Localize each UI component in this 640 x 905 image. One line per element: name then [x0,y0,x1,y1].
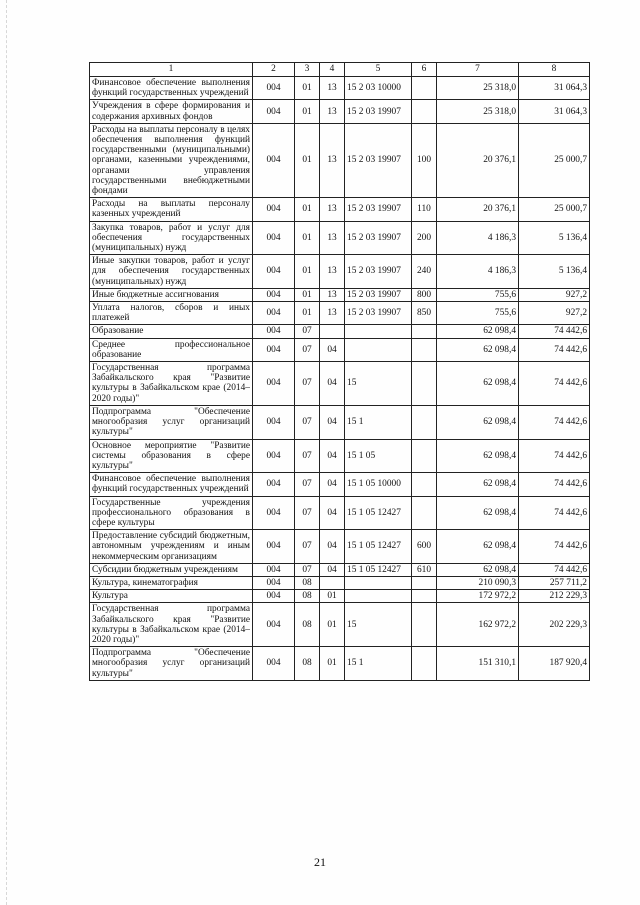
row-code: 004 [253,405,295,439]
header-col-6: 6 [412,63,437,77]
row-code: 004 [253,563,295,576]
row-subsection [320,325,345,338]
row-subsection: 13 [320,123,345,197]
row-section: 07 [295,439,320,473]
row-expense-type [412,590,437,603]
row-name: Предоставление субсидий бюджетным, автономным учреждениям и иным некоммерческим организациям [90,530,253,564]
table-row [90,530,590,564]
row-section: 08 [295,603,320,647]
row-amount-8: 74 442,6 [519,325,590,338]
row-subsection: 13 [320,100,345,123]
table-row [90,100,590,123]
table-row [90,221,590,255]
row-amount-8: 5 136,4 [519,221,590,255]
table-row [90,576,590,589]
row-name: Субсидии бюджетным учреждениям [90,563,253,576]
row-amount-8: 74 442,6 [519,473,590,496]
row-name: Финансовое обеспечение выполнения функций государственных учреждений [90,473,253,496]
row-code: 004 [253,530,295,564]
row-subsection: 13 [320,302,345,325]
row-amount-8: 927,2 [519,302,590,325]
row-expense-type [412,362,437,406]
row-amount-8: 74 442,6 [519,530,590,564]
table-row [90,439,590,473]
row-amount-7: 62 098,4 [437,362,519,406]
row-subsection: 01 [320,590,345,603]
table-header-row [90,63,590,77]
row-name: Расходы на выплаты персоналу казенных учреждений [90,198,253,221]
row-section: 01 [295,100,320,123]
row-amount-7: 151 310,1 [437,647,519,681]
row-amount-7: 25 318,0 [437,100,519,123]
row-amount-7: 62 098,4 [437,473,519,496]
row-target-code: 15 2 03 19907 [345,123,412,197]
row-section: 07 [295,473,320,496]
row-target-code: 15 2 03 10000 [345,77,412,100]
row-amount-7: 210 090,3 [437,576,519,589]
row-name: Культура, кинематография [90,576,253,589]
row-expense-type [412,496,437,530]
row-amount-8: 212 229,3 [519,590,590,603]
row-subsection: 04 [320,473,345,496]
row-subsection: 04 [320,338,345,361]
row-amount-7: 172 972,2 [437,590,519,603]
table-row [90,590,590,603]
row-target-code [345,338,412,361]
row-code: 004 [253,590,295,603]
row-code: 004 [253,302,295,325]
row-target-code: 15 1 05 [345,439,412,473]
header-col-4: 4 [320,63,345,77]
row-section: 01 [295,77,320,100]
row-name: Подпрограмма "Обеспечение многообразия услуг организаций культуры" [90,647,253,681]
row-expense-type: 610 [412,563,437,576]
row-name: Государственные учреждения профессионального образования в сфере культуры [90,496,253,530]
row-name: Среднее профессиональное образование [90,338,253,361]
row-target-code: 15 2 03 19907 [345,255,412,289]
row-subsection: 13 [320,255,345,289]
row-code: 004 [253,123,295,197]
row-amount-8: 31 064,3 [519,100,590,123]
row-subsection: 04 [320,439,345,473]
page-number: 21 [314,855,326,869]
table-row [90,325,590,338]
row-target-code: 15 1 05 12427 [345,530,412,564]
row-code: 004 [253,439,295,473]
row-section: 07 [295,405,320,439]
row-amount-7: 62 098,4 [437,325,519,338]
row-expense-type: 100 [412,123,437,197]
row-subsection: 13 [320,198,345,221]
row-target-code: 15 [345,603,412,647]
row-amount-7: 62 098,4 [437,405,519,439]
row-code: 004 [253,288,295,301]
row-amount-8: 25 000,7 [519,123,590,197]
row-name: Иные бюджетные ассигнования [90,288,253,301]
row-expense-type [412,338,437,361]
row-name: Культура [90,590,253,603]
row-amount-7: 62 098,4 [437,338,519,361]
page-edge-line [6,0,7,905]
row-section: 01 [295,198,320,221]
row-expense-type [412,405,437,439]
table-row [90,362,590,406]
row-subsection: 04 [320,362,345,406]
row-name: Уплата налогов, сборов и иных платежей [90,302,253,325]
row-section: 08 [295,576,320,589]
budget-table [89,62,590,681]
row-expense-type [412,439,437,473]
row-amount-8: 25 000,7 [519,198,590,221]
row-subsection: 13 [320,77,345,100]
row-code: 004 [253,603,295,647]
row-code: 004 [253,473,295,496]
table-row [90,255,590,289]
row-name: Финансовое обеспечение выполнения функций государственных учреждений [90,77,253,100]
row-section: 07 [295,362,320,406]
row-amount-8: 31 064,3 [519,77,590,100]
row-section: 01 [295,123,320,197]
row-target-code: 15 2 03 19907 [345,221,412,255]
row-amount-8: 74 442,6 [519,563,590,576]
row-section: 07 [295,325,320,338]
row-expense-type [412,100,437,123]
row-section: 07 [295,530,320,564]
row-name: Основное мероприятие "Развитие системы образования в сфере культуры" [90,439,253,473]
row-section: 01 [295,302,320,325]
row-amount-8: 187 920,4 [519,647,590,681]
table-body [90,77,590,681]
header-col-3: 3 [295,63,320,77]
row-code: 004 [253,325,295,338]
row-amount-8: 5 136,4 [519,255,590,289]
row-amount-8: 74 442,6 [519,405,590,439]
row-code: 004 [253,221,295,255]
row-target-code: 15 1 [345,405,412,439]
row-code: 004 [253,198,295,221]
row-amount-8: 257 711,2 [519,576,590,589]
table-row [90,473,590,496]
row-target-code: 15 1 [345,647,412,681]
row-name: Государственная программа Забайкальского края "Развитие культуры в Забайкальском крае (2014–2020 годы)" [90,603,253,647]
row-expense-type [412,325,437,338]
header-col-8: 8 [519,63,590,77]
row-code: 004 [253,362,295,406]
row-code: 004 [253,647,295,681]
table-row [90,123,590,197]
row-name: Подпрограмма "Обеспечение многообразия услуг организаций культуры" [90,405,253,439]
row-target-code: 15 1 05 12427 [345,496,412,530]
row-amount-7: 755,6 [437,288,519,301]
table-row [90,496,590,530]
row-amount-7: 755,6 [437,302,519,325]
row-code: 004 [253,100,295,123]
row-name: Расходы на выплаты персоналу в целях обеспечения выполнения функций государственными (муниципальными) органами, казенными учреждениями, органами управления государственными внебюджетными фондами [90,123,253,197]
row-amount-7: 4 186,3 [437,255,519,289]
row-section: 07 [295,563,320,576]
row-expense-type: 800 [412,288,437,301]
row-amount-7: 25 318,0 [437,77,519,100]
row-subsection [320,576,345,589]
row-subsection: 04 [320,530,345,564]
row-amount-8: 74 442,6 [519,338,590,361]
table-row [90,405,590,439]
row-amount-7: 62 098,4 [437,439,519,473]
row-section: 01 [295,255,320,289]
row-amount-8: 927,2 [519,288,590,301]
row-code: 004 [253,576,295,589]
row-expense-type: 850 [412,302,437,325]
row-amount-7: 4 186,3 [437,221,519,255]
row-expense-type [412,473,437,496]
row-amount-7: 62 098,4 [437,563,519,576]
row-expense-type [412,77,437,100]
row-subsection: 04 [320,496,345,530]
table-row [90,603,590,647]
row-section: 01 [295,288,320,301]
row-amount-7: 20 376,1 [437,123,519,197]
row-amount-8: 74 442,6 [519,362,590,406]
row-target-code: 15 1 05 12427 [345,563,412,576]
row-subsection: 04 [320,563,345,576]
row-code: 004 [253,496,295,530]
row-amount-7: 162 972,2 [437,603,519,647]
row-subsection: 13 [320,288,345,301]
table-row [90,302,590,325]
row-target-code: 15 1 05 10000 [345,473,412,496]
row-expense-type: 240 [412,255,437,289]
row-section: 08 [295,590,320,603]
row-expense-type [412,576,437,589]
row-name: Закупка товаров, работ и услуг для обеспечения государственных (муниципальных) нужд [90,221,253,255]
row-code: 004 [253,338,295,361]
row-expense-type: 200 [412,221,437,255]
row-expense-type [412,603,437,647]
row-target-code: 15 [345,362,412,406]
table-row [90,77,590,100]
header-col-1: 1 [90,63,253,77]
row-subsection: 01 [320,603,345,647]
row-name: Образование [90,325,253,338]
row-target-code: 15 2 03 19907 [345,198,412,221]
table-row [90,563,590,576]
row-amount-7: 20 376,1 [437,198,519,221]
header-col-2: 2 [253,63,295,77]
row-section: 07 [295,496,320,530]
table-row [90,288,590,301]
table-row [90,338,590,361]
row-target-code [345,590,412,603]
header-col-5: 5 [345,63,412,77]
row-target-code [345,325,412,338]
row-code: 004 [253,77,295,100]
row-expense-type [412,647,437,681]
row-amount-8: 74 442,6 [519,496,590,530]
table-row [90,198,590,221]
row-target-code: 15 2 03 19907 [345,302,412,325]
row-expense-type: 110 [412,198,437,221]
row-target-code [345,576,412,589]
row-subsection: 04 [320,405,345,439]
row-target-code: 15 2 03 19907 [345,100,412,123]
row-name: Иные закупки товаров, работ и услуг для обеспечения государственных (муниципальных) нужд [90,255,253,289]
row-amount-7: 62 098,4 [437,530,519,564]
row-code: 004 [253,255,295,289]
header-col-7: 7 [437,63,519,77]
row-amount-7: 62 098,4 [437,496,519,530]
row-subsection: 01 [320,647,345,681]
row-section: 01 [295,221,320,255]
row-expense-type: 600 [412,530,437,564]
row-name: Учреждения в сфере формирования и содержания архивных фондов [90,100,253,123]
row-target-code: 15 2 03 19907 [345,288,412,301]
table-row [90,647,590,681]
row-section: 07 [295,338,320,361]
row-subsection: 13 [320,221,345,255]
row-section: 08 [295,647,320,681]
row-name: Государственная программа Забайкальского края "Развитие культуры в Забайкальском крае (2014–2020 годы)" [90,362,253,406]
row-amount-8: 74 442,6 [519,439,590,473]
row-amount-8: 202 229,3 [519,603,590,647]
